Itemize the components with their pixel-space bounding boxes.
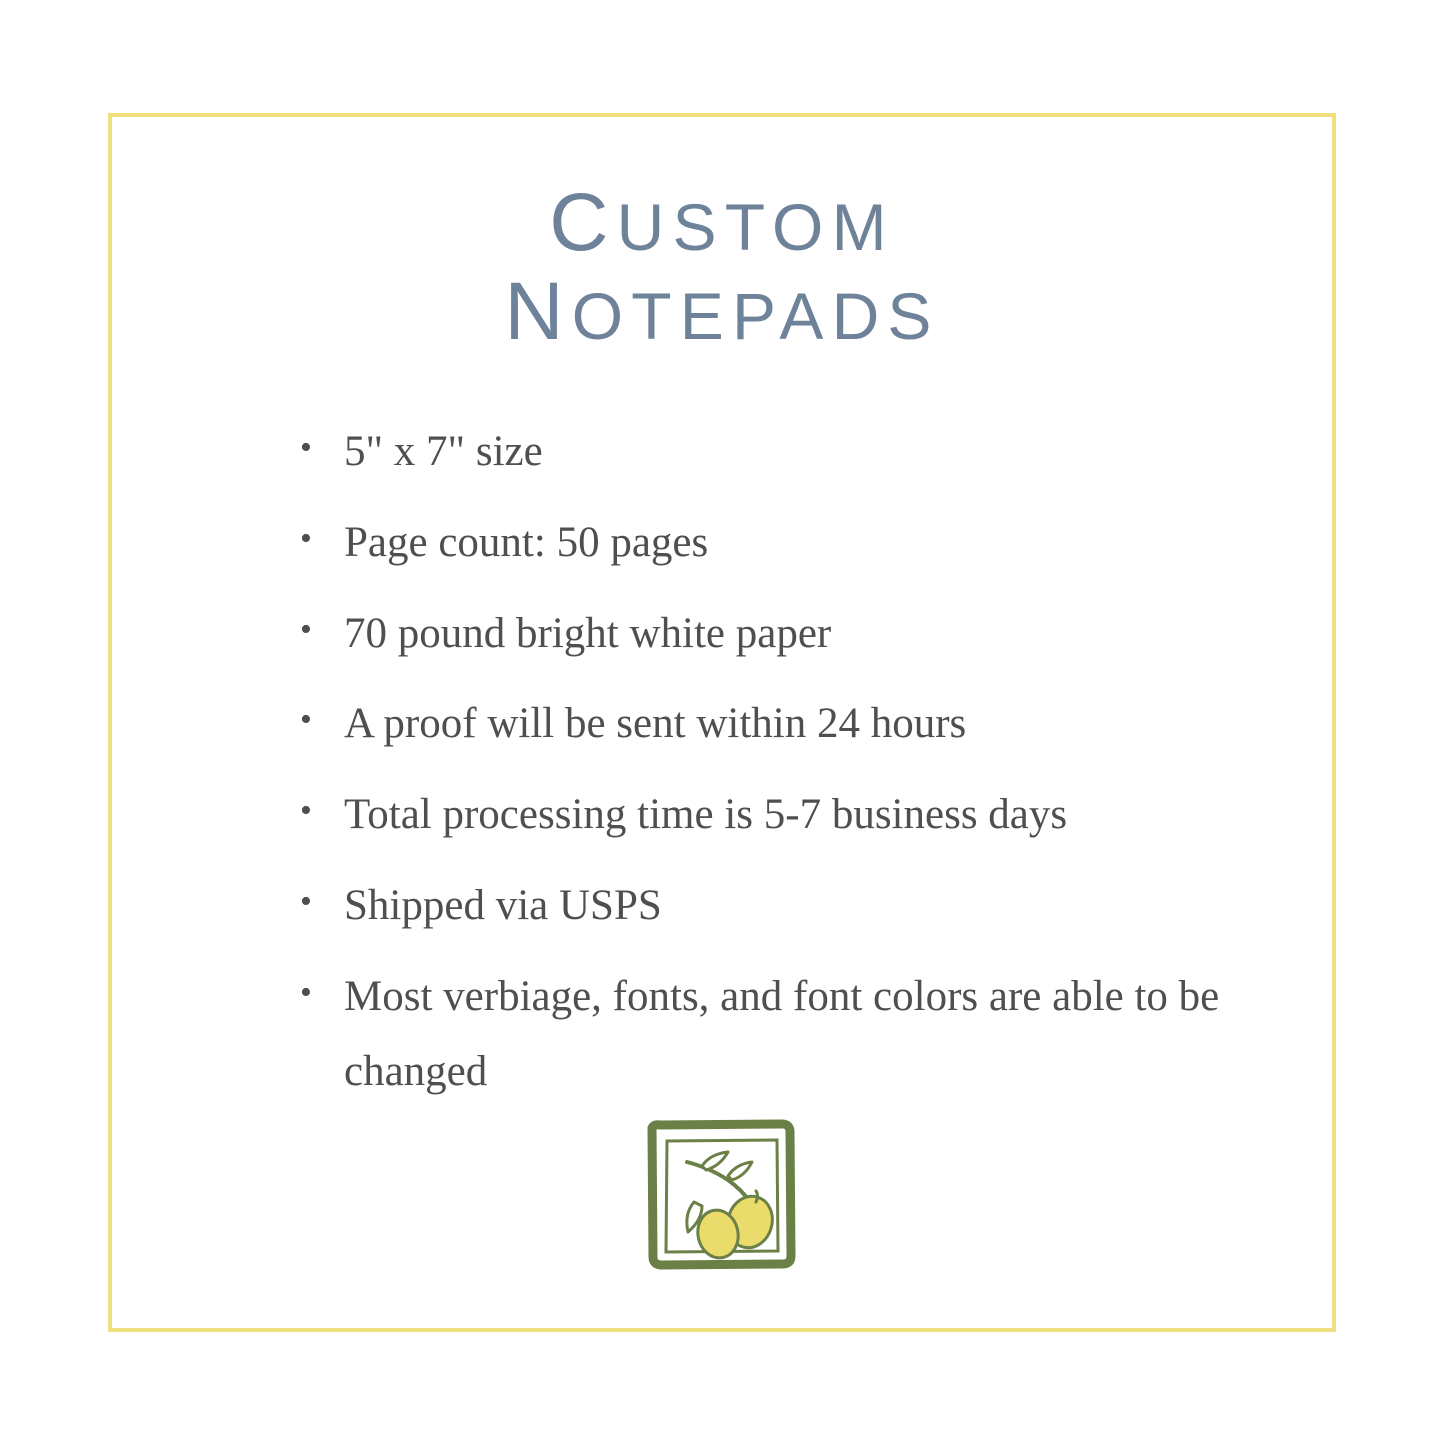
bullet-icon: • (300, 519, 312, 557)
lemon-branch-logo (632, 1106, 812, 1286)
list-item-label: Shipped via USPS (344, 882, 662, 930)
list-item (292, 687, 1292, 762)
bullet-icon: • (300, 883, 312, 921)
bullet-icon: • (300, 701, 312, 739)
list-item (292, 778, 1292, 853)
list-item (292, 869, 1292, 944)
list-item-label: Most verbiage, fonts, and font colors are able to be changed (344, 972, 1220, 1095)
title-line-2-rest: OTEPADS (571, 278, 940, 353)
list-item (292, 415, 1292, 490)
title-line-1-rest: USTOM (616, 190, 895, 264)
list-item (292, 960, 1292, 1110)
list-item-label: 70 pound bright white paper (344, 609, 832, 657)
list-item (292, 506, 1292, 581)
title-line-2-cap: N (504, 265, 572, 357)
title-line-1-cap: C (549, 177, 617, 268)
list-item-label: A proof will be sent within 24 hours (344, 700, 967, 748)
bullet-icon: • (300, 429, 312, 466)
bullet-icon: • (300, 792, 312, 830)
list-item-label: Total processing time is 5-7 business days (344, 791, 1068, 839)
content-card (108, 113, 1336, 1332)
page-title (112, 179, 1332, 356)
title-line-1 (112, 179, 1332, 268)
list-item-label: Page count: 50 pages (344, 518, 709, 566)
bullet-icon: • (300, 973, 312, 1011)
bullet-icon: • (300, 610, 312, 648)
list-item (292, 597, 1292, 672)
feature-list (292, 415, 1292, 1126)
list-item-label: 5" x 7" size (344, 428, 543, 475)
title-line-2 (112, 265, 1332, 357)
